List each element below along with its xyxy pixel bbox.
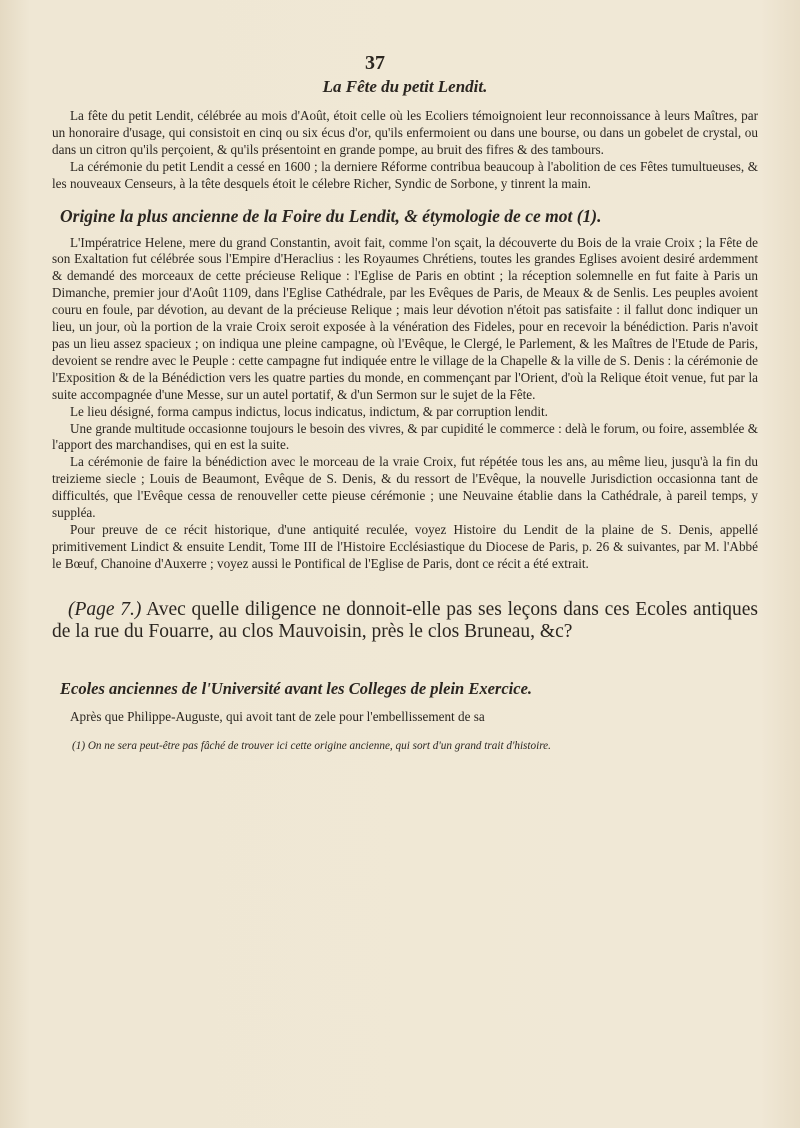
paragraph: Pour preuve de ce récit historique, d'une antiquité reculée, voyez Histoire du Lendit de la plaine de S. Denis, appellé primitivement Lindict & ensuite Lendit, Tome III de l'Histoire Ecclésiastique du Diocese de Paris, p. 26 & suivantes, par M. l'Abbé le Bœuf, Chanoine d'Auxerre ; voyez aussi le Pontifical de l'Eglise de Paris, dont ce récit a été extrait.	[52, 521, 758, 571]
page-number: 37	[365, 52, 385, 74]
section-heading: Ecoles anciennes de l'Université avant les Colleges de plein Exercice.	[60, 678, 533, 698]
paragraph: Le lieu désigné, forma campus indictus, locus indicatus, indictum, & par corruption lendit.	[70, 403, 548, 419]
footnote: (1) On ne sera peut-être pas fâché de trouver ici cette origine ancienne, qui sort d'un grand trait d'histoire.	[72, 739, 551, 752]
page-title: La Fête du petit Lendit.	[322, 77, 488, 96]
paragraph: Une grande multitude occasionne toujours le besoin des vivres, & par cupidité le commerce : delà le forum, ou foire, assemblée & l'apport des marchandises, qui en est la suite.	[52, 420, 758, 453]
page-content	[52, 52, 758, 753]
paragraph: La fête du petit Lendit, célébrée au mois d'Août, étoit celle où les Ecoliers témoignoient leur reconnoissance à leurs Maîtres, par un honoraire d'usage, qui consistoit en cinq ou six écus d'or, qu'ils enfermoient ou dans une bourse, ou dans un gobelet de crystal, ou dans un citron qu'ils perçoient, & qu'ils présentoint en grande pompe, au bruit des fifres & des tambours.	[52, 108, 758, 157]
page-reference: (Page 7.)	[68, 598, 142, 620]
section-heading: Origine la plus ancienne de la Foire du Lendit, & étymologie de ce mot (1).	[60, 205, 602, 226]
paragraph: La cérémonie de faire la bénédiction avec le morceau de la vraie Croix, fut répétée tous les ans, au même lieu, jusqu'à la fin du treizieme siecle ; Louis de Beaumont, Evêque de S. Denis, & du ressort de l'Evêque, la nouvelle Jurisdiction occasionna tant de difficultés, que l'Evêque cessa de renouveller cette pieuse cérémonie ; une Neuvaine établie dans la Cathédrale, à pareil temps, y suppléa.	[52, 454, 758, 521]
paragraph: L'Impératrice Helene, mere du grand Constantin, avoit fait, comme l'on sçait, la découverte du Bois de la vraie Croix ; la Fête de son Exaltation fut célébrée sous l'Empire d'Heraclius : les Royaumes Chrétiens, toutes les grandes Eglises avoient desiré ardemment & demandé des morceaux de cette précieuse Relique : l'Eglise de Paris en obtint ; la réception solemnelle en fut faite à Paris un Dimanche, premier jour d'Août 1109, dans l'Eglise Cathédrale, par les Evêques de Paris, de Meaux & de Senlis. Les peuples avoient couru en foule, par dévotion, au devant de la précieuse Relique ; mais leur dévotion n'étoit pas satisfaite : il fallut donc indiquer un lieu, un jour, où la portion de la vraie Croix seroit exposée à la vénération des Fideles, pour en recevoir la bénédiction. Paris n'avoit pas un lieu assez spacieux ; on indiqua une pleine campagne, où l'Evêque, le Clergé, le Parlement, & les Maîtres de l'Etude de Paris, devoient se rendre avec le Peuple : cette campagne fut indiquée entre le village de la Chapelle & la ville de S. Denis : la cérémonie de l'Exposition & de la Bénédiction vers les quatre parties du monde, en commençant par l'Orient, d'où la Relique étoit venue, fut par la suite accompagnée d'une Messe, sur un autel portatif, & d'un Sermon sur le sujet de la Fête.	[52, 234, 758, 402]
large-paragraph	[52, 599, 758, 643]
large-paragraph-text: Avec quelle diligence ne donnoit-elle pas ses leçons dans ces Ecoles antiques de la rue du Fouarre, au clos Mauvoisin, près le clos Bruneau, &c?	[52, 598, 758, 642]
paragraph: Après que Philippe-Auguste, qui avoit tant de zele pour l'embellissement de sa	[70, 708, 485, 724]
paragraph: La cérémonie du petit Lendit a cessé en 1600 ; la derniere Réforme contribua beaucoup à l'abolition de ces Fêtes tumultueuses, & les nouveaux Censeurs, à la tête desquels étoit le célebre Richer, Syndic de Sorbone, y tinrent la main.	[52, 158, 758, 191]
